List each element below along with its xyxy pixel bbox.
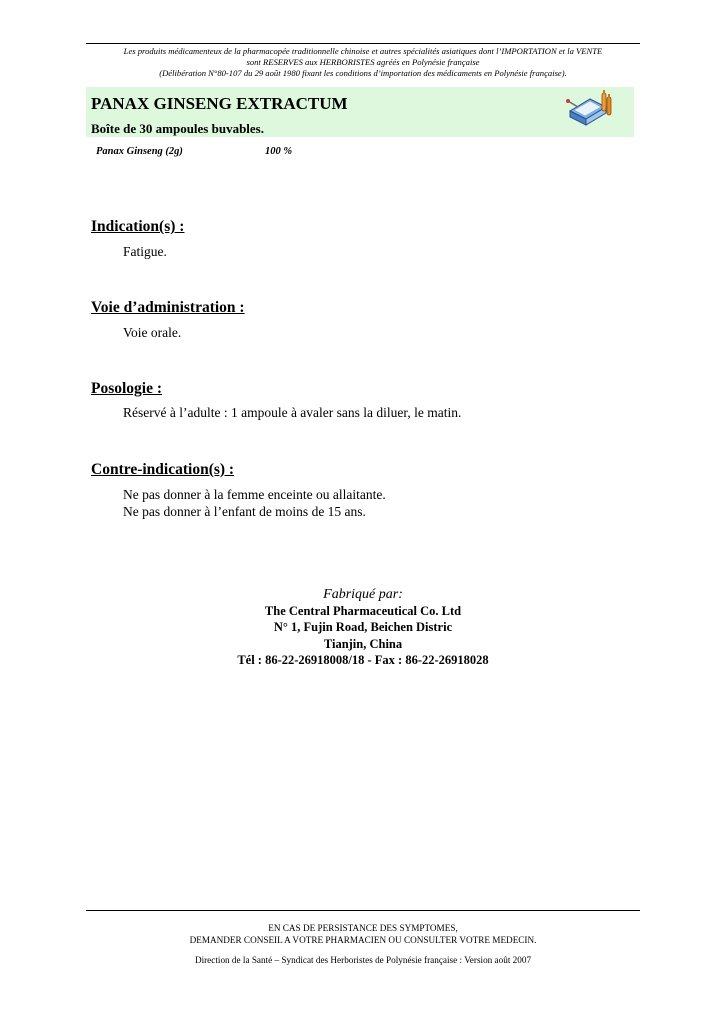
indication-heading: Indication(s) : bbox=[91, 218, 185, 235]
posologie-heading: Posologie : bbox=[91, 380, 163, 397]
manufacturer-block bbox=[86, 586, 640, 668]
composition-percent: 100 % bbox=[265, 146, 293, 157]
manufacturer-address-1: N° 1, Fujin Road, Beichen Distric bbox=[273, 620, 453, 635]
bottom-divider bbox=[86, 910, 640, 911]
medicine-box-ampoules-icon bbox=[566, 89, 614, 129]
footer-warning-line-2: DEMANDER CONSEIL A VOTRE PHARMACIEN OU CONSULTER VOTRE MEDECIN. bbox=[189, 935, 537, 945]
indication-text bbox=[123, 244, 167, 261]
header-line-3: (Délibération N°80-107 du 29 août 1980 fixant les conditions d’importation des médicaments en Polynésie française). bbox=[159, 68, 567, 79]
product-subtitle: Boîte de 30 ampoules buvables. bbox=[91, 121, 264, 136]
contre-indication-line-1: Ne pas donner à la femme enceinte ou allaitante. bbox=[123, 487, 386, 502]
posologie-text bbox=[123, 405, 461, 422]
composition-ingredient: Panax Ginseng (2g) bbox=[96, 146, 183, 157]
header-line-1: Les produits médicamenteux de la pharmacopée traditionnelle chinoise et autres spécialités asiatiques dont l’IMPORTATION et la VENTE bbox=[123, 46, 603, 56]
voie-heading: Voie d’administration : bbox=[91, 299, 245, 316]
voie-line: Voie orale. bbox=[123, 325, 182, 340]
manufacturer-address-2: Tianjin, China bbox=[323, 636, 403, 651]
manufacturer-contact: Tél : 86-22-26918008/18 - Fax : 86-22-26918028 bbox=[237, 652, 489, 667]
top-divider bbox=[86, 43, 640, 44]
manufacturer-label: Fabriqué par: bbox=[323, 587, 403, 602]
regulatory-header bbox=[86, 46, 640, 80]
manufacturer-name: The Central Pharmaceutical Co. Ltd bbox=[264, 604, 462, 618]
product-title: PANAX GINSENG EXTRACTUM bbox=[91, 94, 348, 113]
footer-warning-line-1: EN CAS DE PERSISTANCE DES SYMPTOMES, bbox=[268, 923, 458, 933]
footer-credit: Direction de la Santé – Syndicat des Herboristes de Polynésie française : Version août 2007 bbox=[194, 955, 532, 965]
contre-indication-line-2: Ne pas donner à l’enfant de moins de 15 ans. bbox=[123, 503, 366, 519]
product-banner bbox=[86, 87, 634, 137]
posologie-line: Réservé à l’adulte : 1 ampoule à avaler sans la diluer, le matin. bbox=[123, 405, 462, 420]
voie-text bbox=[123, 325, 181, 342]
header-line-2: sont RESERVES aux HERBORISTES agréés en Polynésie française bbox=[246, 57, 480, 68]
indication-line: Fatigue. bbox=[123, 244, 167, 259]
contre-indication-text bbox=[123, 487, 386, 520]
footer-warning bbox=[86, 922, 640, 946]
contre-indication-heading: Contre-indication(s) : bbox=[91, 461, 235, 478]
